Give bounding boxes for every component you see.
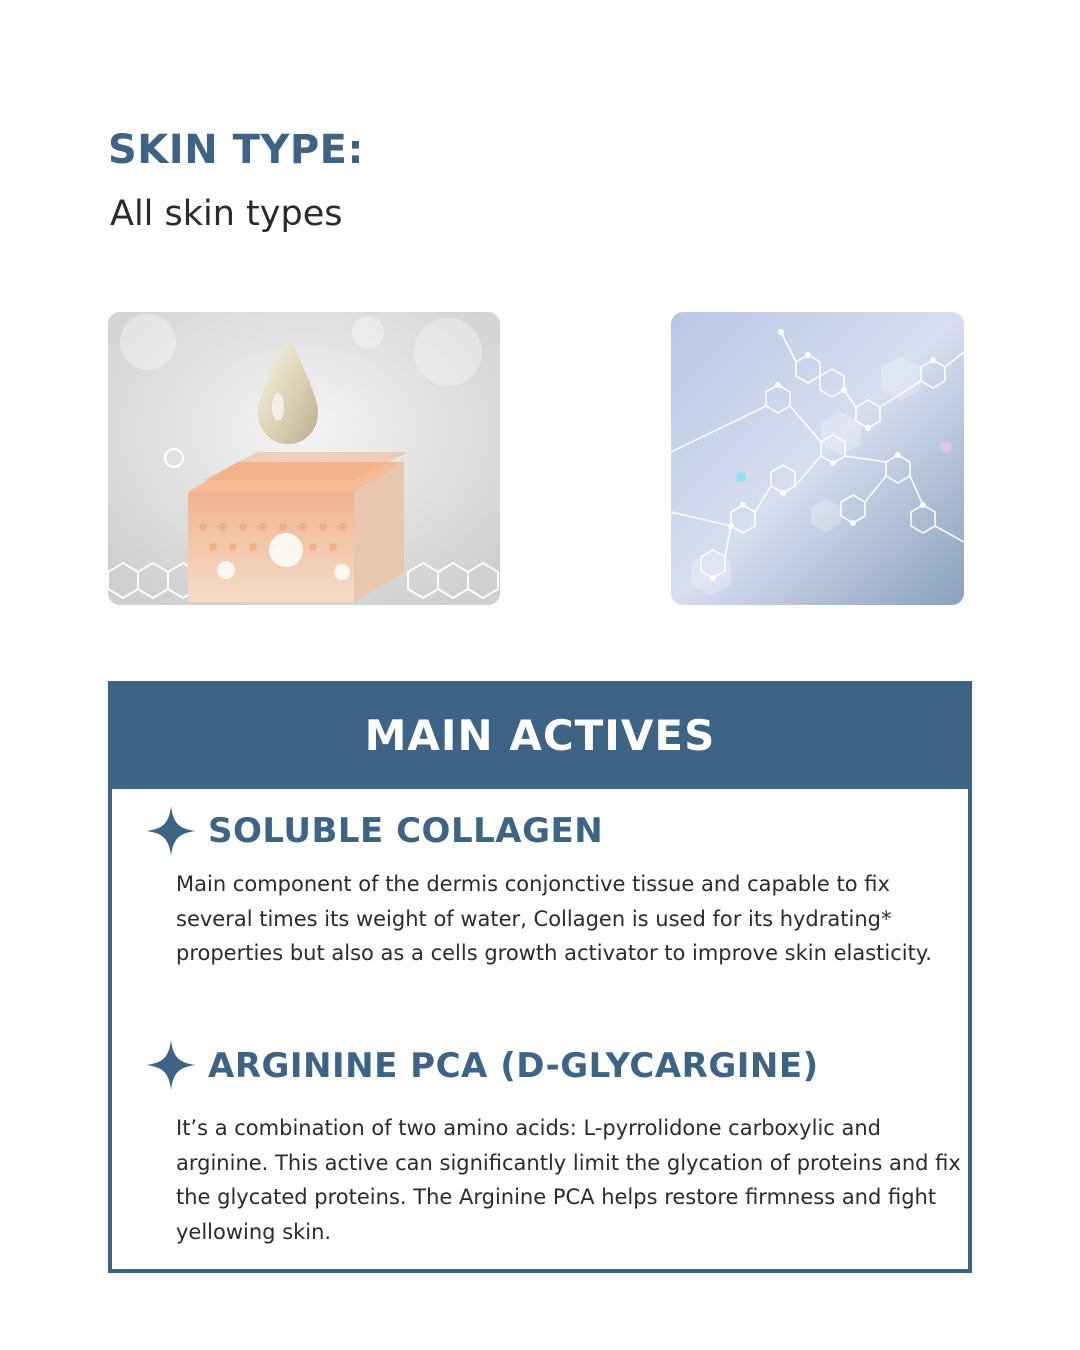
- active-title-soluble-collagen: SOLUBLE COLLAGEN: [208, 811, 604, 851]
- main-actives-panel: [108, 789, 972, 1273]
- sparkle-star-icon: [146, 806, 196, 856]
- sparkle-star-icon: [146, 1040, 196, 1090]
- main-actives-header: MAIN ACTIVES: [108, 681, 972, 789]
- skin-type-title: SKIN TYPE:: [108, 127, 364, 173]
- active-description-arginine-pca: It’s a combination of two amino acids: L-pyrrolidone carboxylic and arginine. This active can significantly limit the glycation of proteins and fix the glycated proteins. The Arginine PCA helps restore firmness and fight yellowing skin.: [176, 1116, 961, 1244]
- skin-type-value: All skin types: [110, 194, 343, 234]
- active-title-arginine-pca: ARGININE PCA (D-GLYCARGINE): [208, 1046, 819, 1086]
- serum-drop-skin-layers-image: [108, 312, 500, 605]
- active-description-soluble-collagen: Main component of the dermis conjonctive tissue and capable to fix several times its weight of water, Collagen is used for its hydrating* properties but also as a cells growth activator to improve skin elasticity.: [176, 872, 932, 965]
- molecule-structure-image: [671, 312, 964, 605]
